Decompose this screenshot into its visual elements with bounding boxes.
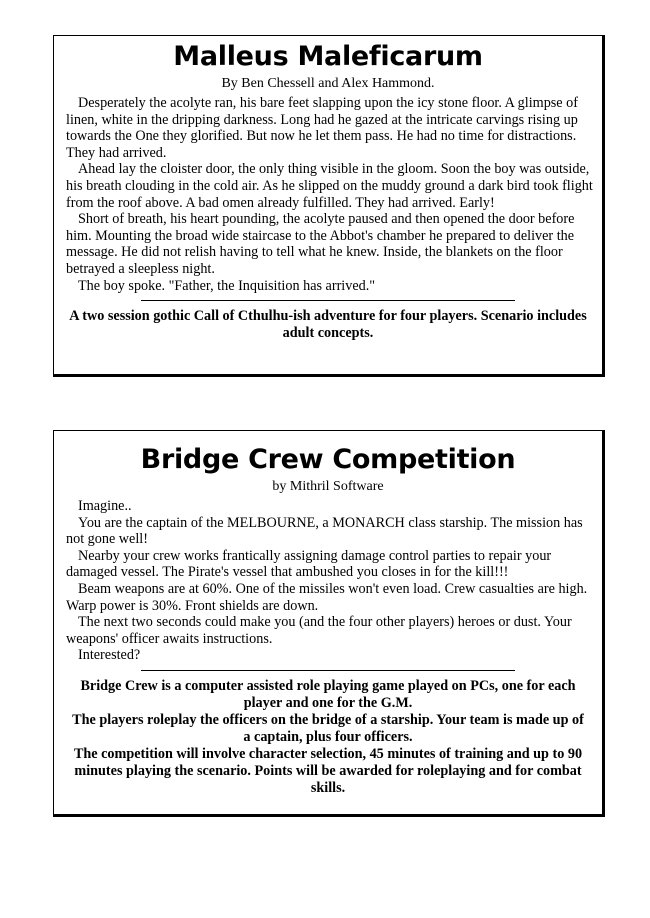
article-title: Malleus Maleficarum	[173, 41, 483, 72]
article-byline: By Ben Chessell and Alex Hammond.	[221, 76, 435, 91]
body-paragraph: Beam weapons are at 60%. One of the missiles won't even load. Crew casualties are high. Warp power is 30%. Front shields are down.	[66, 580, 588, 614]
divider-rule	[141, 300, 515, 301]
article-body	[66, 498, 598, 664]
body-paragraph: Short of breath, his heart pounding, the acolyte paused and then opened the door before him. Mounting the broad wide staircase to the Abbot's chamber he prepared to deliver the message. He did not relish having to tell what he knew. Inside, the blankets on the floor betrayed a sleepless night.	[66, 211, 575, 277]
divider-rule	[141, 670, 515, 671]
article-byline: by Mithril Software	[272, 479, 384, 494]
summary-paragraph: The players roleplay the officers on the bridge of a starship. Your team is made up of a captain, plus four officers.	[72, 711, 584, 745]
summary-paragraph: Bridge Crew is a computer assisted role playing game played on PCs, one for each player and one for the G.M.	[80, 677, 576, 711]
body-paragraph: Interested?	[78, 647, 141, 664]
article-title: Bridge Crew Competition	[140, 444, 516, 475]
body-paragraph: Nearby your crew works frantically assigning damage control parties to repair your damaged vessel. The Pirate's vessel that ambushed you closes in for the kill!!!	[66, 547, 552, 581]
body-paragraph: Ahead lay the cloister door, the only thing visible in the gloom. Soon the boy was outside, his breath clouding in the cold air. As he slipped on the muddy ground a dark bird took flight from the roof above. A bad omen already fulfilled. They had arrived. Early!	[66, 161, 593, 211]
article-body	[66, 95, 598, 294]
summary-paragraph: The competition will involve character selection, 45 minutes of training and up to 90 minutes playing the scenario. Points will be awarded for roleplaying and for combat skills.	[73, 745, 583, 796]
body-paragraph: Imagine..	[78, 498, 132, 514]
article-malleus-maleficarum	[53, 35, 605, 377]
article-summary	[68, 308, 588, 342]
summary-paragraph: A two session gothic Call of Cthulhu-ish adventure for four players. Scenario includes adult concepts.	[69, 308, 587, 342]
article-summary	[68, 678, 588, 797]
body-paragraph: The next two seconds could make you (and the four other players) heroes or dust. Your weapons' officer awaits instructions.	[66, 614, 572, 647]
article-bridge-crew-competition	[53, 430, 605, 817]
body-paragraph: Desperately the acolyte ran, his bare feet slapping upon the icy stone floor. A glimpse of linen, white in the dripping darkness. Long had he gazed at the intricate carvings rising up towards the One they glorified. But now he let them pass. He had no time for distractions. They had arrived.	[66, 95, 578, 161]
body-paragraph: You are the captain of the MELBOURNE, a MONARCH class starship. The mission has not gone well!	[66, 514, 583, 548]
body-paragraph: The boy spoke. "Father, the Inquisition has arrived."	[78, 277, 376, 294]
